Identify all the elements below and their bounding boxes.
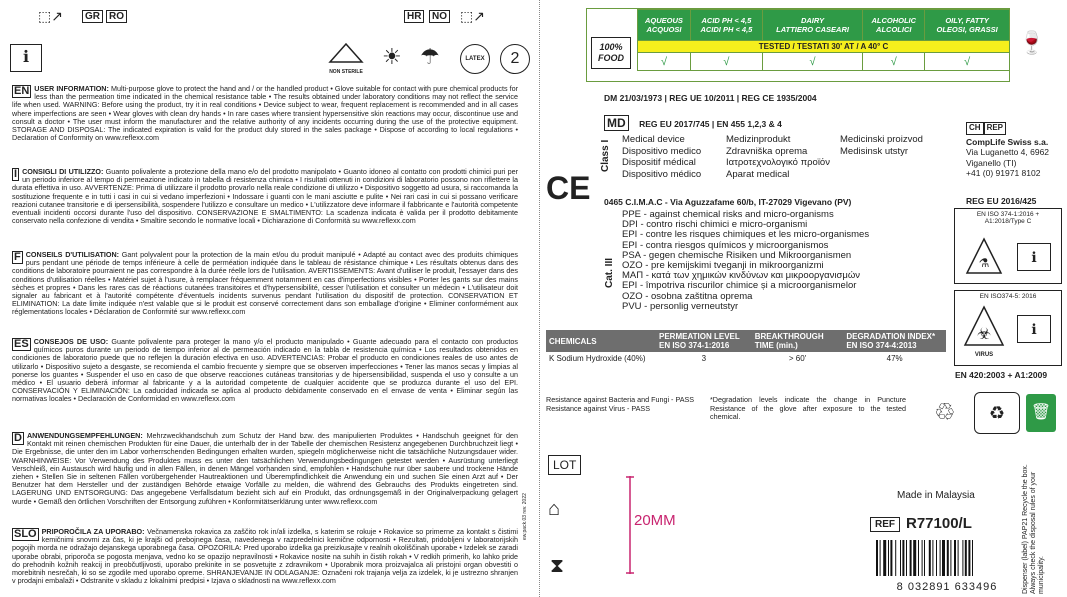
section-title: ANWENDUNGSEMPFEHLUNGEN: xyxy=(26,431,143,440)
md-list-col3: Medicinski proizvod Medisinsk utstyr xyxy=(840,134,923,157)
lang-code-gr: GR xyxy=(82,10,103,23)
barcode-bar xyxy=(924,540,925,576)
side-code: ew.pack.03 rev. 2022 xyxy=(522,493,528,540)
company-block xyxy=(966,122,1062,179)
non-sterile-icon xyxy=(328,42,364,76)
company-addr2: Viganello (TI) xyxy=(966,157,1017,168)
section-text: Guanto polivalente a protezione della mano e/o del prodotto manipolato • Guanto idoneo al contatto con prodotti chimici puri per un periodo inferiore al tempo di permeazione indicato in tabella di resistenza chimica • I risultati ottenuti in condizioni di laboratorio possono non riflettere la durata effettiva in uso. AVVERTENZE: Prima di utilizzare il prodotto provarlo nella reale condizione di utilizzo • Dispositivo soggetto ad usura, si raccomanda la sostituzione frequente e in tutti i casi in cui si vedano imperfezioni • Indossare i guanti con le mani asciutte e pulite • Nei rari casi in cui si possano verificare reazioni cutanee transitorie e di ipersensibilità, sospendere l'utilizzo e consultare un medico • L'utilizzatore deve informare il fabbricante e l'autorità competente eventuali incidenti occorsi durante l'uso del dispositivo. CONSERVAZIONE E SMALTIMENTO: La scadenza indicata è valida per il prodotto debitamente conservato nella confezione di vendita • Smaltire secondo le normative locali • Dichiarazione di Conformità su www.reflexx.com xyxy=(12,167,518,226)
section-text: Gant polyvalent pour la protection de la main et/ou du produit manipulé • Adapté au contact avec des produits chimiques purs pendant une période de temps inférieure à celle de perméation indiquée dans le tableau de résistance chimique • Les résultats obtenus dans des conditions de laboratoire pourraient ne pas correspondre à la durée réelle lors de l'utilisation. AVERTISSEMENTS: Avant d'utiliser le produit, l'essayer dans des conditions d'utilisation réelles • Matériel sujet à l'usure, à remplacer fréquemment notamment en cas d'imperfections visibles • Porter les gants sur des mains sèches et propres • Dans les rares cas de réactions cutanées transitoires et d'hypersensibilité, cesser l'utilisation et consulter un médecin • L'utilisateur doit signaler au fabricant et à l'autorité compétente d'éventuels incidents survenus pendant l'utilisation du dispositif de protection. CONSERVATION ET ELIMINATION: La date limite indiquée n'est valable que si le produit est conservé correctement dans son emballage d'origine • Eliminer conformément aux réglementations locales • Déclaration de Conformité sur www.reflexx.com xyxy=(12,250,518,317)
latex-label: LATEX xyxy=(465,56,485,62)
food-col-alcoholic: ALCOHOLIC ALCOLICI xyxy=(863,10,925,41)
lang-code: D xyxy=(14,432,22,444)
section-text: Multi-purpose glove to protect the hand and / or the handled product • Glove suitable for contact with pure chemical products for less than the permeation time indicated in the chemical resistance table • The results obtained under laboratory conditions may not reflect the service life when used. WARNING: Before using the product, try it in real conditions • Device subject to wear, frequent replacement is recommended and in all cases where imperfections are seen • Wear gloves with clean dry hands • In rare cases where transient hypersensitive skin reactions may occur, discontinue use and consult a doctor • The user must inform the manufacturer and the relative authority of any incidents occurring during the use of the protective equipment. STORAGE AND DISPOSAL: The indicated expiration is valid for the product duly stored in the sales package • Dispose of according to local regulations • Declaration of Conformity on www.reflexx.com xyxy=(12,84,519,143)
non-sterile-label: NON STERILE xyxy=(329,69,363,75)
resistance-bacteria: Resistance against Bacteria and Fungi - PASS xyxy=(546,395,695,404)
barcode-bar xyxy=(932,540,933,576)
company-name: CompLife Swiss s.a. xyxy=(966,136,1049,147)
barcode-bar xyxy=(940,540,941,576)
md-list-col2: Medizinprodukt Zdravniška oprema Ιατροτεχνολογικό προϊόν Aparat medical xyxy=(726,134,830,180)
lang-section-it xyxy=(12,168,518,225)
barcode-bar xyxy=(900,540,901,576)
recycling-icons xyxy=(934,392,1062,436)
regs-line: DM 21/03/1973 | REG UE 10/2011 | REG CE 1935/2004 xyxy=(604,93,817,103)
food-badge xyxy=(591,37,631,69)
cat-label: Cat. III xyxy=(604,257,615,288)
md-header: REG EU 2017/745 | EN 455 1,2,3 & 4 xyxy=(639,119,782,129)
barcode-bar xyxy=(880,540,881,576)
cat-item: DPI - contro rischi chimici e micro-organismi xyxy=(622,219,808,231)
barcode-bar xyxy=(918,540,919,576)
barcode-bar xyxy=(929,540,931,576)
info-book-icon: ℹ xyxy=(1017,243,1051,271)
cat-item: EPI - împotriva riscurilor chimice și a microorganismelor xyxy=(622,280,857,292)
food-tested-line: TESTED / TESTATI 30' AT / A 40° C xyxy=(638,41,1010,53)
trash-person-icon: ♲ xyxy=(934,399,956,426)
barcode-bar xyxy=(883,540,886,576)
box-open-icon-2: ⬚↗ xyxy=(460,8,485,24)
ce-mark: CE xyxy=(546,170,591,206)
barcode-bar xyxy=(958,540,959,576)
left-symbols-row xyxy=(10,40,530,80)
barcode-bar xyxy=(968,540,970,576)
food-col-dairy: DAIRY LATTIERO CASEARI xyxy=(762,10,862,41)
recycle-bin-icon: 🗑 xyxy=(1026,394,1056,432)
ch-code: CH xyxy=(966,122,984,135)
no-reuse-icon: 2 xyxy=(500,44,530,74)
svg-text:⚗: ⚗ xyxy=(978,256,990,270)
resistance-virus: Resistance against Virus - PASS xyxy=(546,403,650,413)
lang-code-ro: RO xyxy=(106,10,127,23)
section-text: Večnamenska rokavica za zaščito rok in/ali izdelka, s katerim se rokuje • Rokavice so primerne za kontakt s čistimi kemičnimi snovmi za čas, ki je krajši od prebojnega časa, navedenega v razpredelnici kemične odpornosti • Rezultati, pridobljeni v laboratorijskih pogojih morda ne odražajo dejanskega uporabnega časa. OPOZORILA: Pred uporabo izdelka ga preizkusajte v realnih okoliščinah uporabe • Izdelek se zaradi uporabe obrabi, priporoča se pogosta menjava, vedno ko se opazijo nepravilnosti • Rokavice nosite na suhih in čistih rokah • V redkih primerih, ko lahko pride do prehodnih kožnih reakcij in preobčutljivosti, uporabo prekinite in se posvetujte z zdravnikom • Uporabnik mora proizvajalca ali pristojni organ obvestiti o morebitnih nesrečah, ki so se zgodile med uporabo opreme. SHRANJEVANJE IN ODLAGANJE: Označeni rok trajanja velja za izdelek, ki je ustrezno shranjen v prodajni embalaži • Odstranite v skladu z lokalnimi predpisi • Izjava o skladnosti na www.reflexx.com xyxy=(12,527,519,586)
latex-free-icon xyxy=(460,44,490,74)
barcode-bar xyxy=(972,540,973,576)
barcode-bar xyxy=(890,540,892,576)
barcode-bar xyxy=(950,540,951,576)
cat-item: EPI - contra riesgos químicos y microorganismos xyxy=(622,239,829,251)
cat-item: PVU - personlig verneutstyr xyxy=(622,300,739,312)
barcode-bar xyxy=(895,540,896,576)
barcode-bar xyxy=(876,540,878,576)
box-open-icon: ⬚↗ xyxy=(38,8,63,24)
lang-code: EN xyxy=(14,85,30,97)
barcode-bar xyxy=(922,540,923,576)
lang-section-de xyxy=(12,432,518,506)
chem-header: DEGRADATION INDEX* EN ISO 374-4:2013 xyxy=(843,330,946,352)
chem-header: BREAKTHROUGH TIME (min.) xyxy=(752,330,844,352)
lang-code: ES xyxy=(14,338,29,350)
virus-label: VIRUS xyxy=(974,352,994,358)
section-title: PRIPOROČILA ZA UPORABO: xyxy=(41,527,145,536)
lang-code: SLO xyxy=(14,528,37,540)
en420: EN 420:2003 + A1:2009 xyxy=(955,370,1048,380)
notified-body: 0465 C.I.M.A.C - Via Aguzzafame 60/b, IT-27029 Vigevano (PV) xyxy=(604,197,852,207)
fold-line xyxy=(539,0,540,597)
chem-header: PERMEATION LEVEL EN ISO 374-1:2016 xyxy=(656,330,752,352)
chemical-flask-icon xyxy=(965,237,1003,275)
barcode-bar xyxy=(965,540,967,576)
lang-code: I xyxy=(14,168,18,180)
food-table xyxy=(637,9,1010,71)
expiry-hourglass-icon: ⧗ xyxy=(550,555,565,577)
section-title: CONSEILS D'UTILISATION: xyxy=(25,250,120,259)
cat-list xyxy=(622,210,942,312)
lang-section-es xyxy=(12,338,518,404)
barcode-bar xyxy=(913,540,916,576)
food-contact-panel xyxy=(586,8,1010,82)
iso374-1-label: EN ISO 374-1:2016 + A1:2018/Type C xyxy=(976,211,1040,225)
section-text: Mehrzweckhandschuh zum Schutz der Hand bzw. des manipulierten Produktes • Handschuh geeignet für den Kontakt mit reinen chemischen Produkten für eine Dauer, die unterhalb der in der Tabelle der chemischen Resistenz angegebenen Durchbruchzeit liegt • Die Ergebnisse, die unter den im Labor vorherrschenden Bedingungen erhalten wurden, spiegeln möglicherweise nicht die tatsächliche Nutzungsdauer wider. WARNHINWEISE: Vor Verwendung des Produktes muss es unter den tatsächlichen Verwendungsbedingungen getestet werden • Ausrüstung unterliegt Verschleiß, ein Austausch wird häufig und in allen Fällen, in denen Mängel vorhanden sind, empfohlen • Handschuhe nur über saubere und trockene Hände ziehen • Stellen Sie in seltenen Fällen vorübergehender Hautreaktionen und Überempfindlichkeit die Anwendung ein und suchen Sie einen Arzt auf • Der Benutzer hat dem Hersteller und der zuständigen Behörde etwaige Vorfälle zu melden, die während des Gebrauchs des Produkts eingetreten sind. LAGERUNG UND ENTSORGUNG: Das angegebene Verfallsdatum bezieht sich auf ein Produkt, das ordnungsgemäß in der Originalverpackung gelagert wurde • Gemäß den örtlichen Vorschriften der Entsorgung zuführen • Konformitätserklärung unter www.reflexx.com xyxy=(12,431,519,506)
made-in: Made in Malaysia xyxy=(897,490,975,501)
svg-text:☣: ☣ xyxy=(976,326,992,343)
section-title: USER INFORMATION: xyxy=(34,84,109,93)
degradation-note: *Degradation levels indicate the change in Puncture Resistance of the glove after exposure to the tested chemical. xyxy=(710,395,906,421)
reg2016: REG EU 2016/425 xyxy=(966,196,1037,206)
md-code: MD xyxy=(604,115,629,131)
barcode-bar xyxy=(942,540,945,576)
rep-code: REP xyxy=(984,122,1006,135)
sun-icon: ☀ xyxy=(382,44,402,69)
md-block xyxy=(600,114,934,184)
chem-cell: 3 xyxy=(701,354,707,363)
class-label: Class I xyxy=(600,139,611,172)
cat-item: PSA - gegen chemische Risiken und Mikroorganismen xyxy=(622,249,852,261)
section-text: Guante polivalente para proteger la mano y/o el producto manipulado • Guante adecuado para el contacto con productos químicos puros durante un periodo de tiempo inferior al de permeación indicado en la tabla de resistencia química • Los resultados obtenidos en condiciones de laboratorio puede que no reflejen la duración efectiva en uso. ADVERTENCIAS: Probar el producto en condiciones reales de uso antes de utilizarlo • Dispositivo sujeto a desgaste, se recomienda el cambio frecuente y siempre que se observen imperfecciones • Tener las manos secas y limpias al ponerse los guantes • Suspender el uso en caso de que observe reacciones cutáneas transitorias y de hipersensibilidad, suspenda el uso y consulte a un médico • El usuario deberá informar al fabricante y a la autoridad competente de cualquier accidente que se produzca durante el uso del EPI. CONSERVACIÓN Y ELIMINACIÓN: La caducidad indicada se aplica al producto debidamente conservado en el envase de venta • Eliminar según las normativas locales • Declaración de Conformidad en www.reflexx.com xyxy=(12,337,519,404)
food-check: √ xyxy=(638,53,691,71)
lang-code: F xyxy=(14,251,21,263)
ref-label: REF xyxy=(870,517,900,532)
barcode-bar xyxy=(888,540,889,576)
section-title: CONSEJOS DE USO: xyxy=(33,337,109,346)
iso374-5-label: EN ISO374-5: 2016 xyxy=(979,293,1037,300)
company-addr1: Via Luganetto 4, 6962 xyxy=(966,147,1050,157)
size-label: 20MM xyxy=(634,512,676,529)
company-phone: +41 (0) 91971 8102 xyxy=(966,168,1041,178)
food-badge-line1: 100% xyxy=(599,42,623,52)
dispenser-note: Dispenser (label) PAP21 Recycle the box. Always check the disposal rules of your municipality. xyxy=(1022,464,1045,594)
iso374-5-block xyxy=(954,290,1062,366)
chem-cell: 47% xyxy=(886,354,903,363)
section-title: CONSIGLI DI UTILIZZO: xyxy=(22,167,104,176)
barcode-bar xyxy=(954,540,956,576)
cat-item: OZO - pre kemijskimi tveganji in mikroorganizmi xyxy=(622,260,824,272)
lang-section-slo xyxy=(12,528,518,585)
info-book-icon: ℹ xyxy=(10,44,42,72)
md-list-col1: Medical device Dispositivo medico Dispositif médical Dispositivo médico xyxy=(622,134,702,180)
chem-cell: K Sodium Hydroxide (40%) xyxy=(549,354,646,363)
ref-code: R77100/L xyxy=(906,515,972,532)
info-book-icon-2: ℹ xyxy=(1017,315,1051,343)
lang-code-no: NO xyxy=(429,10,450,23)
food-check: √ xyxy=(863,53,925,71)
recycle-box-icon: ♻ xyxy=(974,392,1020,434)
iso374-1-block xyxy=(954,208,1062,284)
food-badge-line2: FOOD xyxy=(598,53,624,63)
barcode-bar xyxy=(902,540,904,576)
food-glass-fork-icon: 🍷 xyxy=(1018,30,1046,55)
lang-code-hr: HR xyxy=(404,10,424,23)
barcode-bar xyxy=(906,540,907,576)
food-col-oily: OILY, FATTY OLEOSI, GRASSI xyxy=(925,10,1010,41)
food-col-aqueous: AQUEOUS ACQUOSI xyxy=(638,10,691,41)
cat-item: PPE - against chemical risks and micro-organisms xyxy=(622,209,834,220)
resistance-block xyxy=(546,396,694,413)
cat-item: EPI - contre les risques chimiques et les micro-organismes xyxy=(622,229,870,241)
barcode-bar xyxy=(936,540,937,576)
manufacture-date-icon: ⌂ xyxy=(548,498,561,520)
biohazard-icon xyxy=(963,305,1005,359)
food-col-acid: ACID PH < 4,5 ACIDI PH < 4,5 xyxy=(690,10,762,41)
lang-section-fr xyxy=(12,251,518,317)
food-check: √ xyxy=(690,53,762,71)
cat-item: ΜΑΠ - κατά των χημικών κινδύνων και μικροοργανισμών xyxy=(622,270,860,282)
barcode-bar xyxy=(910,540,912,576)
chem-cell: > 60' xyxy=(788,354,807,363)
barcode-number: 8 032891 633496 xyxy=(896,581,998,593)
left-header-icons xyxy=(10,6,530,30)
cat-item: OZO - osobna zaštitna oprema xyxy=(622,290,753,302)
barcode xyxy=(872,540,1022,593)
barcode-bar xyxy=(962,540,963,576)
chem-header: CHEMICALS xyxy=(546,330,656,352)
chemicals-table xyxy=(546,330,946,365)
food-check: √ xyxy=(925,53,1010,71)
barcode-bar xyxy=(947,540,949,576)
food-check: √ xyxy=(762,53,862,71)
lot-box: LOT xyxy=(548,455,581,475)
lang-section-en xyxy=(12,85,518,142)
umbrella-icon: ☂ xyxy=(420,44,440,69)
